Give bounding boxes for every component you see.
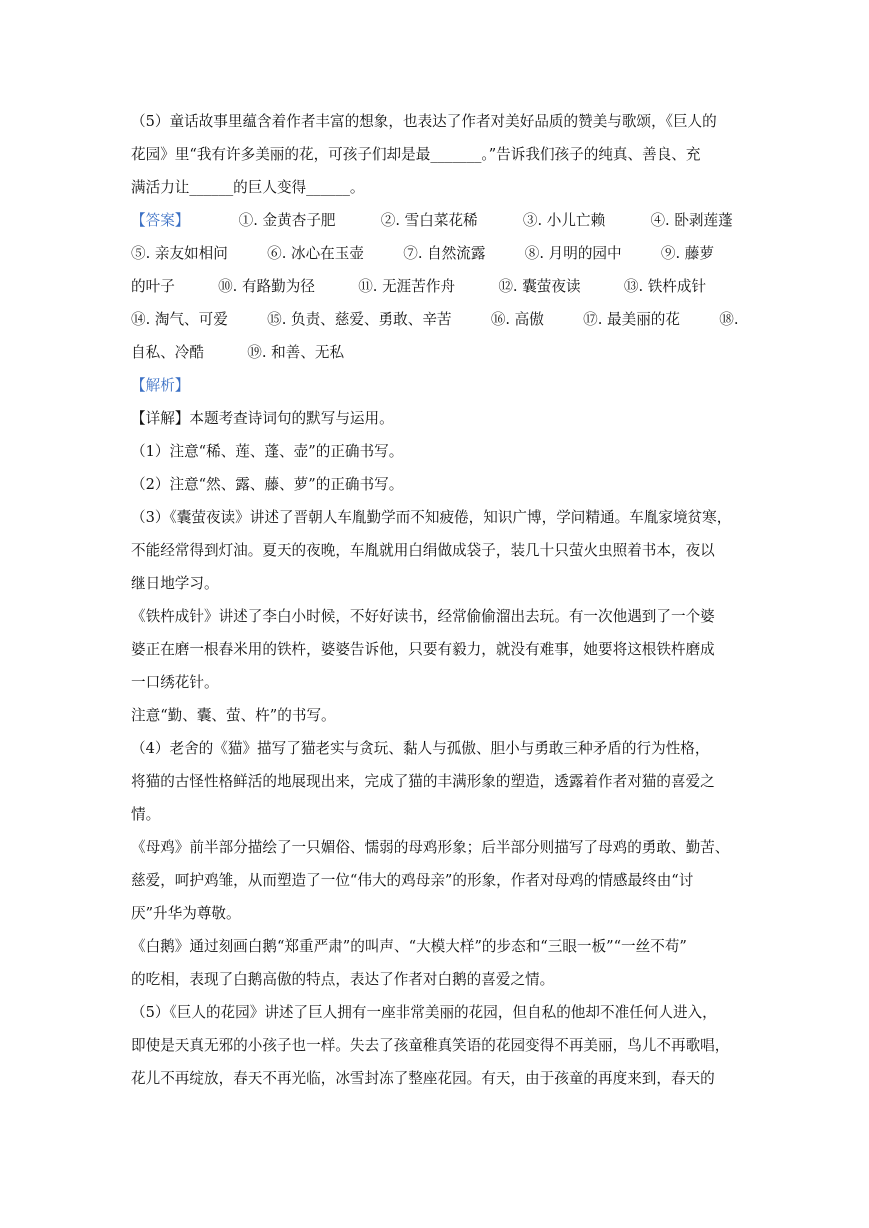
answer-item: ⑮. 负责、慈爱、勇敢、辛苦 bbox=[267, 311, 452, 328]
question-5-line-2: 花园》里“我有许多美丽的花，可孩子们却是最_______。”告诉我们孩子的纯真、善良、充 bbox=[131, 146, 701, 163]
answer-row-5 bbox=[131, 343, 741, 363]
answer-item: ⑭. 淘气、可爱 bbox=[131, 311, 228, 328]
analysis-line: 的吃相，表现了白鹅高傲的特点，表达了作者对白鹅的喜爱之情。 bbox=[131, 971, 555, 988]
question-5-line-1: （5）童话故事里蕴含着作者丰富的想象，也表达了作者对美好品质的赞美与歌颂，《巨人的 bbox=[131, 113, 717, 130]
answer-item: ⑨. 藤萝 bbox=[660, 245, 714, 262]
answer-item: ⑫. 囊萤夜读 bbox=[498, 278, 581, 295]
answer-item: ⑤. 亲友如相问 bbox=[131, 245, 228, 262]
answer-item: ⑲. 和善、无私 bbox=[247, 344, 345, 361]
answer-item: ⑩. 有路勤为径 bbox=[218, 278, 315, 295]
answer-row-3 bbox=[131, 277, 741, 297]
analysis-line: 一口绣花针。 bbox=[131, 674, 219, 691]
analysis-line: 《铁杵成针》讲述了李白小时候，不好好读书，经常偷偷溜出去玩。有一次他遇到了一个婆 bbox=[131, 608, 715, 625]
answer-item: ②. 雪白菜花稀 bbox=[380, 212, 478, 229]
answer-item: ⑯. 高傲 bbox=[490, 311, 544, 328]
answer-item: ⑰. 最美丽的花 bbox=[583, 311, 680, 328]
analysis-line: 不能经常得到灯油。夏天的夜晚，车胤就用白绢做成袋子，装几十只萤火虫照着书本，夜以 bbox=[131, 542, 715, 559]
answer-item: ①. 金黄杏子肥 bbox=[238, 212, 336, 229]
analysis-line: （5）《巨人的花园》讲述了巨人拥有一座非常美丽的花园，但自私的他却不准任何人进入， bbox=[131, 1004, 717, 1021]
analysis-line: （2）注意“然、露、藤、萝”的正确书写。 bbox=[131, 476, 404, 493]
analysis-line: 注意“勤、囊、萤、杵”的书写。 bbox=[131, 707, 336, 724]
answer-item: ⑱. bbox=[719, 311, 739, 328]
analysis-line: 慈爱，呵护鸡雏，从而塑造了一位“伟大的鸡母亲”的形象，作者对母鸡的情感最终由“讨 bbox=[131, 872, 694, 889]
analysis-line: 【详解】本题考查诗词句的默写与运用。 bbox=[131, 410, 394, 427]
question-5-line-3: 满活力让______的巨人变得______。 bbox=[131, 179, 365, 196]
analysis-line: 《母鸡》前半部分描绘了一只媚俗、懦弱的母鸡形象；后半部分则描写了母鸡的勇敢、勤苦、 bbox=[131, 839, 730, 856]
answer-item: ⑬. 铁杵成针 bbox=[623, 278, 707, 295]
analysis-line: （1）注意“稀、莲、蓬、壶”的正确书写。 bbox=[131, 443, 404, 460]
analysis-line: 即使是天真无邪的小孩子也一样。失去了孩童稚真笑语的花园变得不再美丽，鸟儿不再歌唱， bbox=[131, 1037, 730, 1054]
analysis-line: （3）《囊萤夜读》讲述了晋朝人车胤勤学而不知疲倦，知识广博，学问精通。车胤家境贫寒， bbox=[131, 509, 732, 526]
answer-item: ④. 卧剥莲蓬 bbox=[650, 212, 733, 229]
analysis-line: 花儿不再绽放，春天不再光临，冰雪封冻了整座花园。有天，由于孩童的再度来到，春天的 bbox=[131, 1070, 715, 1087]
answer-item: ⑦. 自然流露 bbox=[403, 245, 486, 262]
answer-item: 的叶子 bbox=[131, 278, 175, 295]
analysis-line: 厌”升华为尊敬。 bbox=[131, 905, 241, 922]
analysis-label: 【解析】 bbox=[131, 377, 190, 394]
answer-row-4 bbox=[131, 310, 741, 330]
answer-row-1 bbox=[131, 211, 741, 231]
analysis-line: 继日地学习。 bbox=[131, 575, 219, 592]
answer-row-2 bbox=[131, 244, 741, 264]
answer-item: ③. 小儿亡赖 bbox=[522, 212, 606, 229]
answer-item: ⑥. 冰心在玉壶 bbox=[267, 245, 364, 262]
analysis-line: （4）老舍的《猫》描写了猫老实与贪玩、黏人与孤傲、胆小与勇敢三种矛盾的行为性格， bbox=[131, 740, 710, 757]
analysis-line: 《白鹅》通过刻画白鹅“郑重严肃”的叫声、“大模大样”的步态和“三眼一板”“一丝不苟” bbox=[131, 938, 687, 955]
answer-item: 自私、冷酷 bbox=[131, 344, 204, 361]
analysis-line: 婆正在磨一根舂米用的铁杵，婆婆告诉他，只要有毅力，就没有难事，她要将这根铁杵磨成 bbox=[131, 641, 715, 658]
analysis-line: 情。 bbox=[131, 806, 161, 823]
answer-item: ⑪. 无涯苦作舟 bbox=[358, 278, 456, 295]
analysis-line: 将猫的古怪性格鲜活的地展现出来，完成了猫的丰满形象的塑造，透露着作者对猫的喜爱之 bbox=[131, 773, 715, 790]
answer-label: 【答案】 bbox=[131, 212, 190, 229]
answer-item: ⑧. 月明的园中 bbox=[524, 245, 622, 262]
